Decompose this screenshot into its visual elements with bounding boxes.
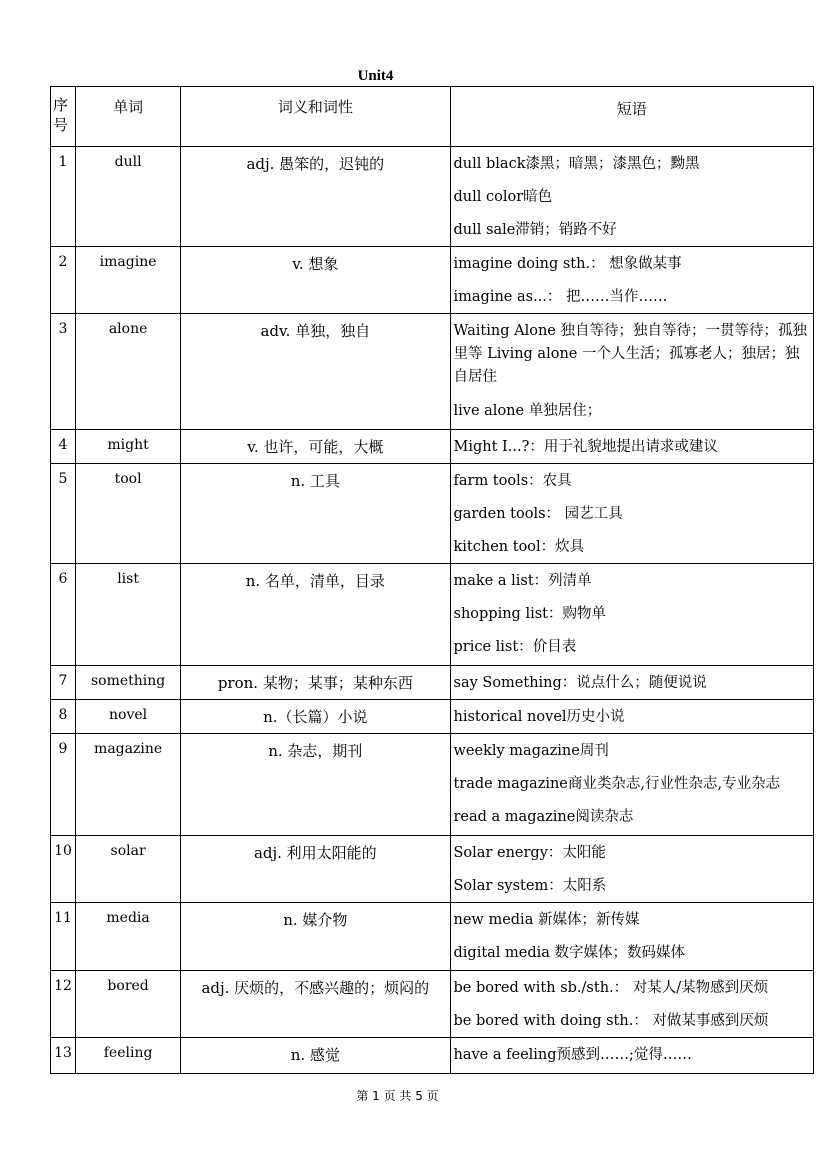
row-phrases <box>450 464 814 564</box>
page-title: Unit4 <box>357 68 394 84</box>
row-meaning: adj. 厌烦的，不感兴趣的；烦闷的 <box>181 971 450 1038</box>
row-meaning: n. 杂志，期刊 <box>181 734 450 836</box>
row-number: 9 <box>51 734 76 836</box>
row-meaning: adj. 愚笨的，迟钝的 <box>181 147 450 247</box>
row-word: media <box>76 903 181 971</box>
row-word: something <box>76 666 181 700</box>
row-phrases <box>450 666 814 700</box>
row-word: dull <box>76 147 181 247</box>
row-meaning: n.（长篇）小说 <box>181 700 450 734</box>
phrase-item: kitchen tool：炊具 <box>453 539 585 555</box>
header-phrases: 短语 <box>450 87 814 147</box>
row-number: 7 <box>51 666 76 700</box>
row-number: 12 <box>51 971 76 1038</box>
table-row <box>51 247 814 314</box>
phrase-item: be bored with doing sth.： 对做某事感到厌烦 <box>453 1013 769 1029</box>
phrase-item: Waiting Alone 独自等待；独自等待；一贯等待；孤独里等 Living alone 一个人生活；孤寡老人；独居；独自居住 <box>453 323 807 385</box>
row-meaning: n. 工具 <box>181 464 450 564</box>
table-row <box>51 734 814 836</box>
phrase-item: historical novel历史小说 <box>453 709 625 725</box>
row-meaning: n. 媒介物 <box>181 903 450 971</box>
row-meaning: adj. 利用太阳能的 <box>181 836 450 903</box>
row-word: might <box>76 430 181 464</box>
vocabulary-table <box>50 86 814 1074</box>
row-meaning: adv. 单独，独自 <box>181 314 450 430</box>
phrase-item: garden tools： 园艺工具 <box>453 506 623 522</box>
table-row <box>51 666 814 700</box>
table-row <box>51 1038 814 1074</box>
row-meaning: n. 名单，清单，目录 <box>181 564 450 666</box>
phrase-item: be bored with sb./sth.： 对某人/某物感到厌烦 <box>453 980 769 996</box>
row-phrases <box>450 734 814 836</box>
phrase-item: shopping list：购物单 <box>453 606 606 622</box>
table-row <box>51 971 814 1038</box>
header-word: 单词 <box>76 87 181 147</box>
row-word: list <box>76 564 181 666</box>
phrase-item: Solar system：太阳系 <box>453 878 607 894</box>
phrase-item: farm tools：农具 <box>453 473 572 489</box>
table-row <box>51 564 814 666</box>
row-meaning: v. 也许，可能，大概 <box>181 430 450 464</box>
row-phrases <box>450 247 814 314</box>
page-footer: 第 1 页 共 5 页 <box>356 1089 439 1103</box>
phrase-item: make a list：列清单 <box>453 573 592 589</box>
phrase-item: say Something：说点什么；随便说说 <box>453 675 707 691</box>
row-number: 13 <box>51 1038 76 1074</box>
row-number: 11 <box>51 903 76 971</box>
row-word: imagine <box>76 247 181 314</box>
table-row <box>51 464 814 564</box>
row-phrases <box>450 147 814 247</box>
row-phrases <box>450 564 814 666</box>
row-word: tool <box>76 464 181 564</box>
phrase-item: have a feeling预感到……;觉得…… <box>453 1047 692 1063</box>
row-number: 2 <box>51 247 76 314</box>
table-row <box>51 903 814 971</box>
row-phrases <box>450 971 814 1038</box>
row-number: 5 <box>51 464 76 564</box>
table-row <box>51 836 814 903</box>
phrase-item: dull black漆黑；暗黑；漆黑色；黝黑 <box>453 156 700 172</box>
table-row <box>51 314 814 430</box>
row-number: 10 <box>51 836 76 903</box>
row-word: alone <box>76 314 181 430</box>
table-row <box>51 147 814 247</box>
row-number: 8 <box>51 700 76 734</box>
phrase-item: new media 新媒体；新传媒 <box>453 912 640 928</box>
row-phrases <box>450 836 814 903</box>
table-row <box>51 700 814 734</box>
phrase-item: Solar energy：太阳能 <box>453 845 606 861</box>
phrase-item: live alone 单独居住； <box>453 403 602 419</box>
phrase-item: read a magazine阅读杂志 <box>453 809 634 825</box>
row-number: 1 <box>51 147 76 247</box>
table-header-row <box>51 87 814 147</box>
row-number: 3 <box>51 314 76 430</box>
row-word: feeling <box>76 1038 181 1074</box>
phrase-item: price list：价目表 <box>453 639 577 655</box>
row-meaning: pron. 某物；某事；某种东西 <box>181 666 450 700</box>
row-phrases <box>450 700 814 734</box>
row-phrases <box>450 314 814 430</box>
phrase-item: Might I...?：用于礼貌地提出请求或建议 <box>453 439 718 455</box>
row-phrases <box>450 430 814 464</box>
header-no: 序号 <box>51 87 76 147</box>
row-word: solar <box>76 836 181 903</box>
row-phrases <box>450 903 814 971</box>
phrase-item: dull color暗色 <box>453 189 553 205</box>
header-meaning: 词义和词性 <box>181 87 450 147</box>
phrase-item: trade magazine商业类杂志,行业性杂志,专业杂志 <box>453 776 781 792</box>
phrase-item: digital media 数字媒体；数码媒体 <box>453 945 686 961</box>
row-word: magazine <box>76 734 181 836</box>
row-number: 6 <box>51 564 76 666</box>
row-word: novel <box>76 700 181 734</box>
row-number: 4 <box>51 430 76 464</box>
row-phrases <box>450 1038 814 1074</box>
table-row <box>51 430 814 464</box>
phrase-item: imagine as...： 把……当作…… <box>453 289 668 305</box>
row-meaning: n. 感觉 <box>181 1038 450 1074</box>
row-meaning: v. 想象 <box>181 247 450 314</box>
phrase-item: imagine doing sth.： 想象做某事 <box>453 256 682 272</box>
row-word: bored <box>76 971 181 1038</box>
phrase-item: weekly magazine周刊 <box>453 743 609 759</box>
phrase-item: dull sale滞销；销路不好 <box>453 222 617 238</box>
